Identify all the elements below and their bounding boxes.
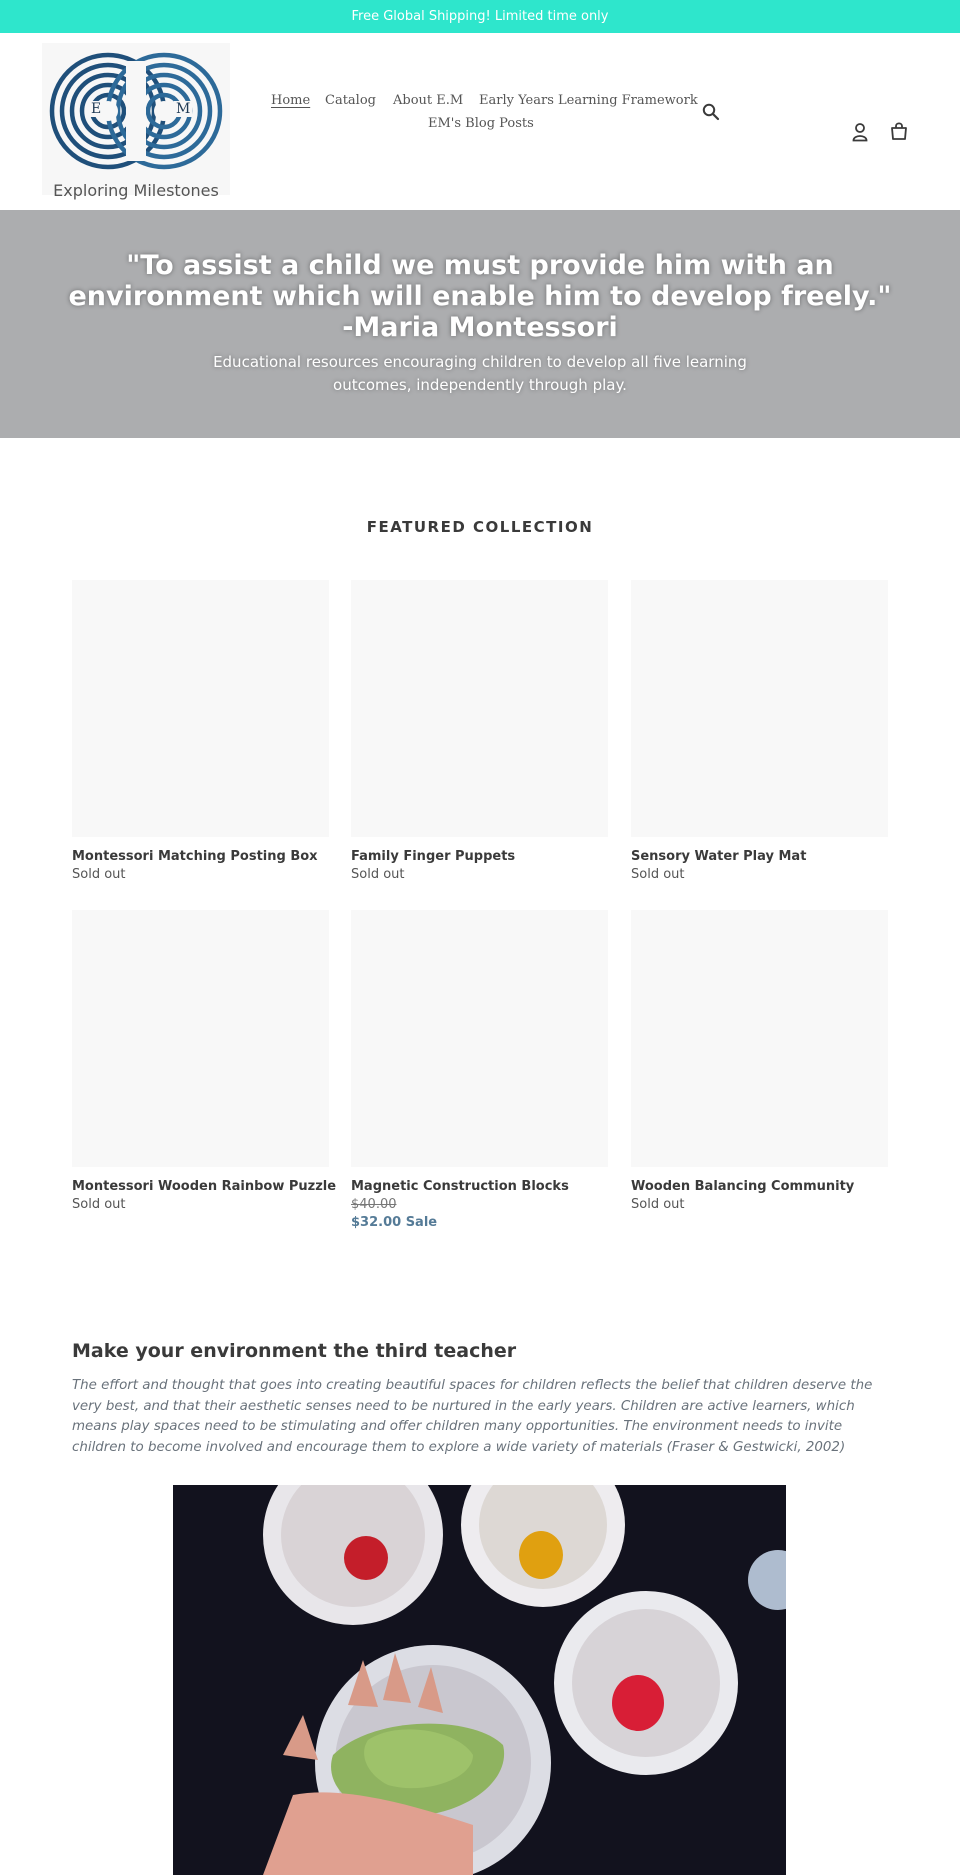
product-title[interactable]: Montessori Wooden Rainbow Puzzle [72,1179,337,1194]
sensory-play-photo [173,1485,786,1875]
product-title[interactable]: Wooden Balancing Community [631,1179,855,1194]
nav-home[interactable]: Home [271,93,311,108]
product-title[interactable]: Magnetic Construction Blocks [351,1179,569,1194]
product-title[interactable]: Sensory Water Play Mat [631,849,807,864]
featured-collection-title: FEATURED COLLECTION [366,518,594,536]
product-status: Sold out [72,867,126,882]
richtext-heading: Make your environment the third teacher [72,1340,517,1362]
product-title[interactable]: Montessori Matching Posting Box [72,849,318,864]
product-status: Sold out [72,1197,126,1212]
hero-quote: "To assist a child we must provide him with an environment which will enable him to develop freely." -Maria Montessori [68,250,892,343]
product-image[interactable] [351,910,608,1167]
user-icon[interactable] [851,122,869,146]
product-status: Sold out [631,1197,685,1212]
product-card[interactable] [351,910,608,1230]
announcement-text: Free Global Shipping! Limited time only [351,9,609,24]
product-card[interactable] [631,910,888,1212]
logo-letter-left: E [91,101,102,117]
hero-subtitle: Educational resources encouraging children to develop all five learning outcomes, independently through play. [213,353,747,394]
product-card[interactable] [351,580,608,882]
logo-spiral-icon [42,43,230,195]
product-image[interactable] [351,580,608,837]
site-logo[interactable] [42,43,230,200]
richtext-body: The effort and thought that goes into creating beautiful spaces for children reflects the belief that children deserve the very best, and that their aesthetic senses need to be nurtured in the early years. Children are active learners, which means play spaces need to be stimulating and offer children many opportunities. The environment needs to invite children to become involved and encourage them to explore a wide variety of materials (Fraser & Gestwicki, 2002) [72,1378,873,1455]
logo-text: Exploring Milestones [53,181,219,200]
nav-about[interactable]: About E.M [393,93,464,108]
product-card[interactable] [72,910,337,1212]
nav-catalog[interactable]: Catalog [325,93,376,108]
product-sale-price: $32.00 Sale [351,1215,438,1230]
product-status: Sold out [631,867,685,882]
product-image[interactable] [631,910,888,1167]
site-header [0,33,960,210]
product-image[interactable] [72,580,329,837]
product-regular-price: $40.00 [351,1197,397,1212]
product-image[interactable] [631,580,888,837]
product-card[interactable] [72,580,329,882]
hero-banner [0,210,960,438]
nav-early-years-learning-framework[interactable]: Early Years Learning Framework [479,93,698,108]
product-image[interactable] [72,910,329,1167]
product-card[interactable] [631,580,888,882]
nav-blog-posts[interactable]: EM's Blog Posts [428,116,534,131]
search-icon[interactable] [702,103,720,125]
product-status: Sold out [351,867,405,882]
cart-icon[interactable] [890,121,908,145]
announcement-bar [0,0,960,33]
product-title[interactable]: Family Finger Puppets [351,849,516,864]
logo-letter-right: M [176,101,191,117]
